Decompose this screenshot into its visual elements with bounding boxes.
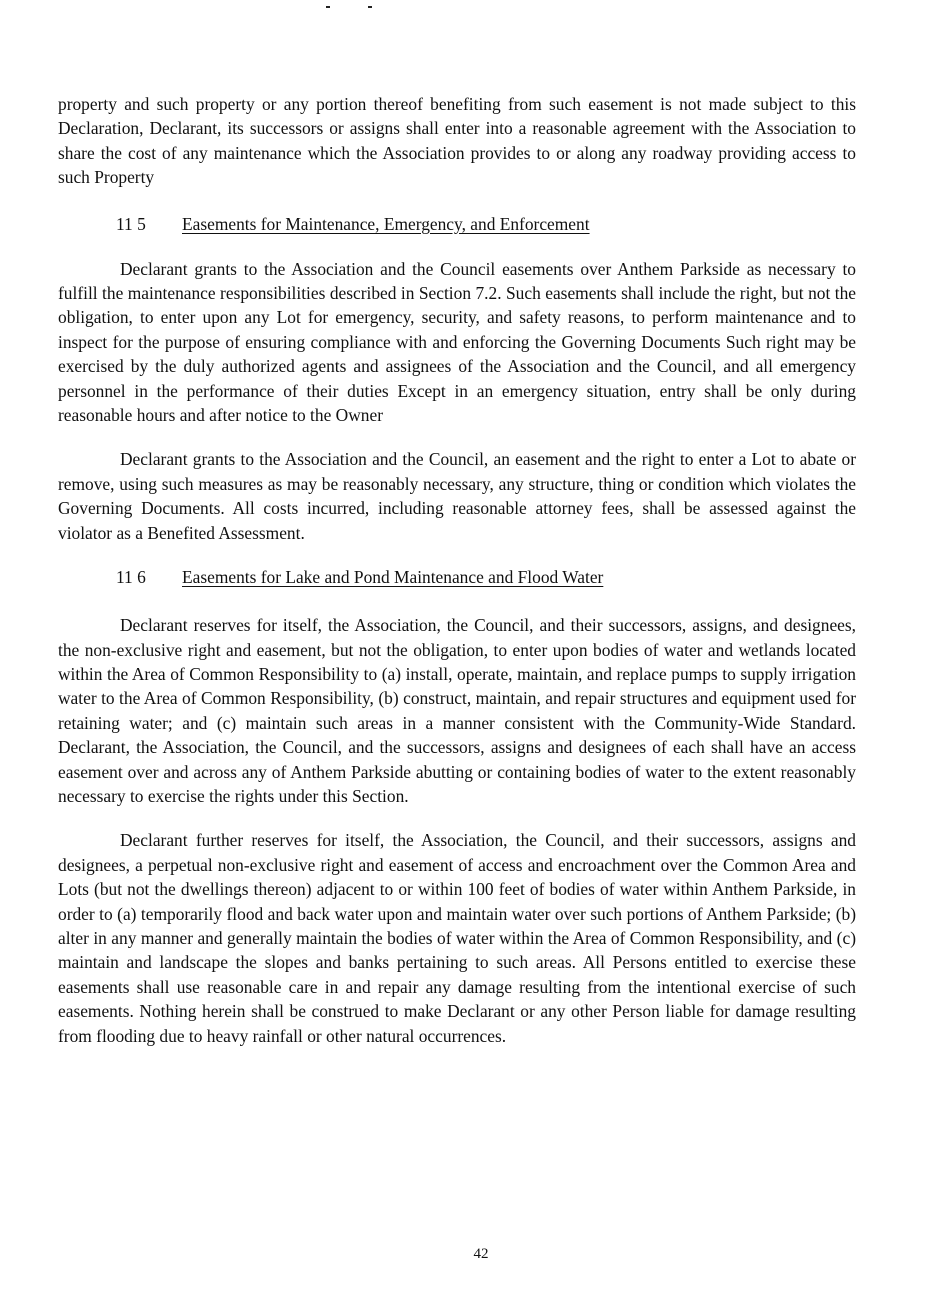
section-number: 11 6	[116, 567, 146, 588]
section-heading-11-5	[58, 212, 856, 236]
section-heading-11-6	[58, 565, 856, 589]
page-number: 42	[473, 1246, 489, 1262]
section-11-6-paragraph-1: Declarant reserves for itself, the Association, the Council, and their successors, assigns, and designees, the non-exclusive right and easement, but not the obligation, to enter upon bodies of water and wetlands located within the Area of Common Responsibility to (a) install, operate, maintain, and replace pumps to supply irrigation water to the Area of Common Responsibility, (b) construct, maintain, and repair structures and equipment used for retaining water; and (c) maintain such areas in a manner consistent with the Community-Wide Standard. Declarant, the Association, the Council, and the successors, assigns and designees of each shall have an access easement over and across any of Anthem Parkside abutting or containing bodies of water to the extent reasonably necessary to exercise the rights under this Section.	[58, 615, 856, 806]
scan-artifact	[318, 2, 388, 14]
section-11-5-paragraph-1: Declarant grants to the Association and the Council easements over Anthem Parkside as necessary to fulfill the maintenance responsibilities described in Section 7.2. Such easements shall include the right, but not the obligation, to enter upon any Lot for emergency, security, and safety reasons, to perform maintenance and to inspect for the purpose of ensuring compliance with and enforcing the Governing Documents Such right may be exercised by the duly authorized agents and assignees of the Association and the Council, and all emergency personnel in the performance of their duties Except in an emergency situation, entry shall be only during reasonable hours and after notice to the Owner	[58, 258, 856, 426]
page-body	[58, 92, 856, 1048]
opening-paragraph: property and such property or any portion thereof benefiting from such easement is not made subject to this Declaration, Declarant, its successors or assigns shall enter into a reasonable agreement with the Association to share the cost of any maintenance which the Association provides to or along any roadway providing access to such Property	[58, 94, 856, 188]
section-11-5-paragraph-2: Declarant grants to the Association and the Council, an easement and the right to enter a Lot to abate or remove, using such measures as may be reasonably necessary, any structure, thing or condition which violates the Governing Documents. All costs incurred, including reasonable attorney fees, shall be assessed against the violator as a Benefited Assessment.	[58, 449, 856, 543]
section-title: Easements for Lake and Pond Maintenance and Flood Water	[182, 567, 604, 588]
section-11-6-paragraph-2: Declarant further reserves for itself, the Association, the Council, and their successors, assigns and designees, a perpetual non-exclusive right and easement of access and encroachment over the Common Area and Lots (but not the dwellings thereon) adjacent to or within 100 feet of bodies of water within Anthem Parkside, in order to (a) temporarily flood and back water upon and maintain water over such portions of Anthem Parkside; (b) alter in any manner and generally maintain the bodies of water within the Area of Common Responsibility, and (c) maintain and landscape the slopes and banks pertaining to such areas. All Persons entitled to exercise these easements shall use reasonable care in and repair any damage resulting from the intentional exercise of such easements. Nothing herein shall be construed to make Declarant or any other Person liable for damage resulting from flooding due to heavy rainfall or other natural occurrences.	[58, 830, 856, 1046]
section-number: 11 5	[116, 213, 146, 234]
section-title: Easements for Maintenance, Emergency, and Enforcement	[182, 213, 590, 234]
